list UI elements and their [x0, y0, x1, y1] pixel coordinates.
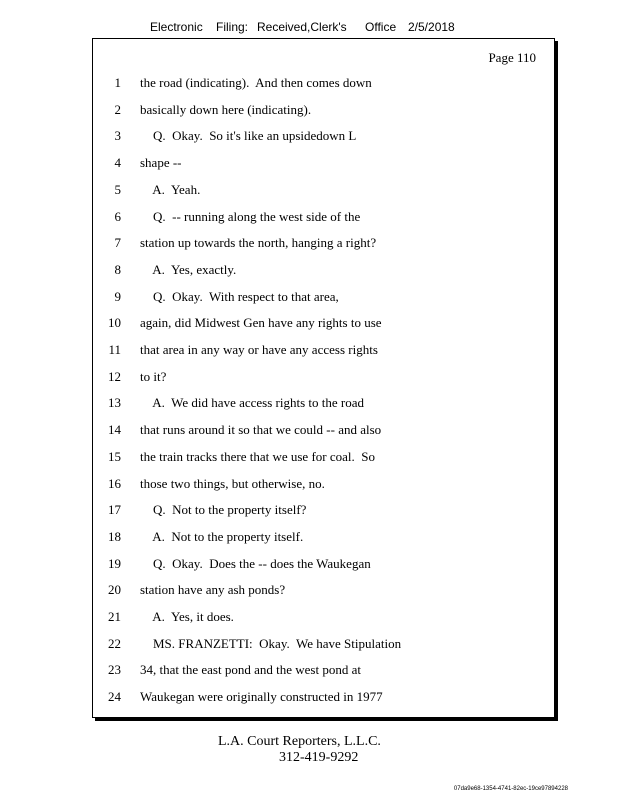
page-number: Page 110: [488, 50, 536, 65]
line-number: 19: [108, 555, 121, 571]
transcript-page: [92, 38, 555, 718]
transcript-line: [93, 476, 556, 494]
line-text: 34, that the east pond and the west pond at: [140, 662, 361, 678]
line-text: again, did Midwest Gen have any rights to use: [140, 315, 382, 331]
line-number: 4: [114, 155, 121, 171]
line-text: to it?: [140, 368, 167, 384]
line-text: A. Not to the property itself.: [140, 528, 304, 544]
line-text: the train tracks there that we use for coal. So: [140, 448, 375, 464]
line-number: 11: [108, 342, 121, 357]
transcript-line: [93, 636, 556, 654]
transcript-line: [93, 342, 556, 360]
line-number: 9: [114, 288, 121, 304]
transcript-line: [93, 395, 556, 413]
transcript-line: [93, 182, 556, 200]
transcript-line: [93, 582, 556, 600]
line-number: 17: [108, 502, 121, 518]
line-number: 5: [114, 181, 121, 197]
transcript-line: [93, 128, 556, 146]
line-text: Q. Not to the property itself?: [140, 502, 307, 518]
line-text: A. Yeah.: [140, 181, 201, 197]
reporter-phone: 312-419-9292: [279, 750, 359, 765]
line-text: shape --: [140, 155, 182, 171]
stamp-word: Office: [365, 20, 397, 34]
transcript-line: [93, 689, 556, 707]
document-hash: 07da9e68-1354-4741-82ec-19ce97894228: [453, 786, 568, 792]
line-number: 2: [114, 101, 121, 117]
line-number: 24: [108, 689, 121, 705]
line-text: Waukegan were originally constructed in 1977: [140, 689, 383, 705]
transcript-line: [93, 289, 556, 307]
line-number: 1: [114, 75, 121, 90]
line-number: 16: [108, 475, 121, 491]
line-text: that area in any way or have any access rights: [140, 342, 378, 357]
line-text: basically down here (indicating).: [140, 101, 312, 117]
transcript-line: [93, 262, 556, 280]
transcript-line: [93, 449, 556, 467]
stamp-word: Filing:: [216, 20, 249, 34]
reporter-company: L.A. Court Reporters, L.L.C.: [218, 734, 381, 749]
stamp-word: 2/5/2018: [408, 20, 455, 34]
line-text: Q. Okay. Does the -- does the Waukegan: [140, 555, 371, 571]
transcript-line: [93, 662, 556, 680]
transcript-line: [93, 209, 556, 227]
line-number: 14: [108, 422, 121, 438]
line-number: 8: [114, 261, 121, 277]
transcript-line: [93, 609, 556, 627]
transcript-line: [93, 556, 556, 574]
line-number: 3: [114, 128, 121, 144]
transcript-line: [93, 75, 556, 93]
line-text: Q. Okay. With respect to that area,: [140, 288, 339, 304]
transcript-line: [93, 529, 556, 547]
transcript-line: [93, 235, 556, 253]
line-text: those two things, but otherwise, no.: [140, 475, 325, 491]
line-text: A. We did have access rights to the road: [140, 395, 364, 411]
line-number: 10: [108, 315, 121, 331]
stamp-word: Received,Clerk's: [257, 20, 347, 34]
transcript-line: [93, 102, 556, 120]
line-number: 15: [108, 448, 121, 464]
line-number: 22: [108, 635, 121, 651]
transcript-line: [93, 369, 556, 387]
line-text: MS. FRANZETTI: Okay. We have Stipulation: [140, 635, 402, 651]
stamp-word: Electronic: [150, 20, 203, 34]
line-text: the road (indicating). And then comes down: [140, 75, 372, 90]
line-number: 23: [108, 662, 121, 678]
line-text: station up towards the north, hanging a right?: [140, 235, 377, 251]
line-number: 13: [108, 395, 121, 411]
transcript-line: [93, 422, 556, 440]
line-text: that runs around it so that we could -- and also: [140, 422, 382, 438]
line-number: 21: [108, 609, 121, 624]
transcript-line: [93, 155, 556, 173]
line-number: 7: [114, 235, 121, 251]
filing-stamp: [0, 20, 618, 40]
line-text: station have any ash ponds?: [140, 582, 286, 598]
line-number: 6: [114, 208, 121, 224]
line-text: A. Yes, it does.: [140, 609, 234, 624]
transcript-line: [93, 315, 556, 333]
transcript-line: [93, 502, 556, 520]
line-text: A. Yes, exactly.: [140, 261, 237, 277]
line-text: Q. -- running along the west side of the: [140, 208, 361, 224]
line-number: 18: [108, 528, 121, 544]
line-number: 12: [108, 368, 121, 384]
line-number: 20: [108, 582, 121, 598]
line-text: Q. Okay. So it's like an upsidedown L: [140, 128, 357, 144]
